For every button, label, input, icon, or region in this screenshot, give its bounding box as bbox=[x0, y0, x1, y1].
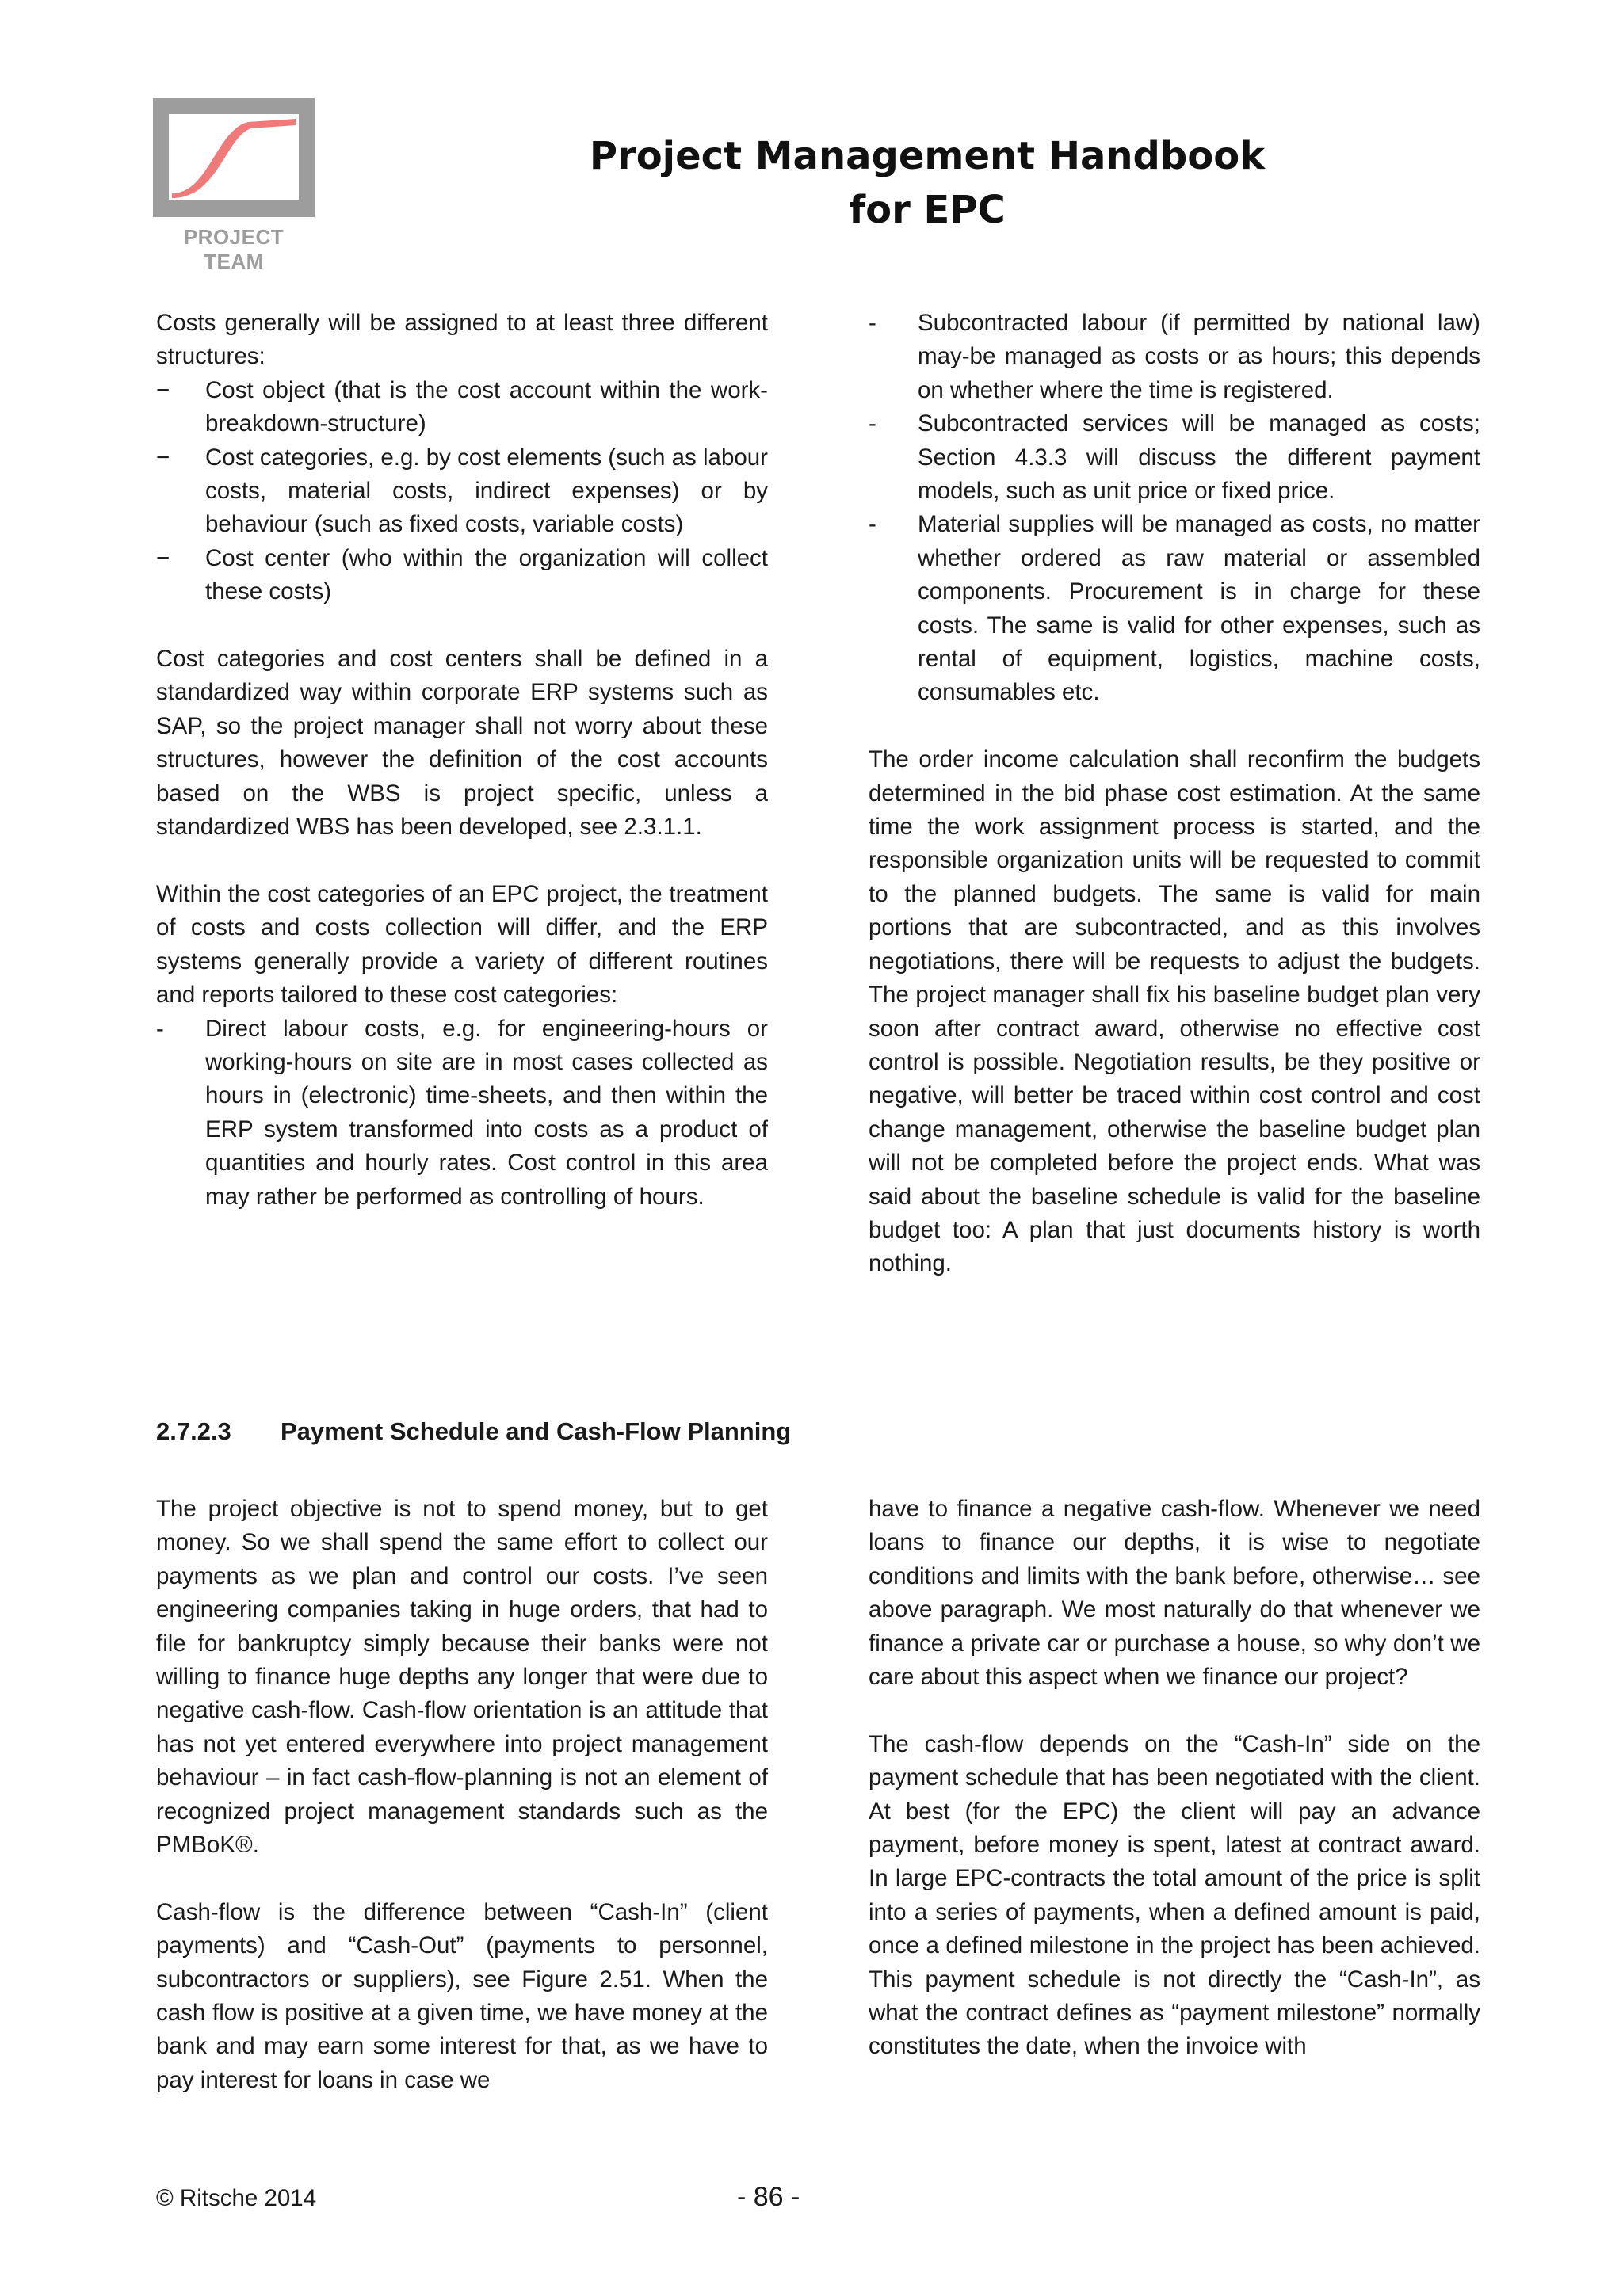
list-item: - Direct labour costs, e.g. for engineering-hours or working-hours on site are in most cases collected as hours in (electronic) time-sheets, and then within the ERP system transformed into costs as a product of quantities and hourly rates. Cost control in this area may rather be performed as controlling of hours. bbox=[156, 1015, 768, 1210]
list-item: − Cost object (that is the cost account within the work-breakdown-structure) bbox=[156, 376, 768, 437]
list-item: - Subcontracted services will be managed as costs; Section 4.3.3 will discuss the different payment models, such as unit price or fixed price. bbox=[869, 410, 1480, 505]
logo-curve-panel bbox=[169, 114, 299, 200]
logo-text: PROJECT TEAM bbox=[183, 225, 285, 273]
copyright: © Ritsche 2014 bbox=[156, 2185, 317, 2211]
paragraph: The cash-flow depends on the “Cash-In” side on the payment schedule that has been negotiated with the client. At best (for the EPC) the client will pay an advance payment, before money is spent, latest at contract award. In large EPC-contracts the total amount of the price is split into a series of payments, when a defined amount is paid, once a defined milestone in the project has been achieved. This payment schedule is not directly the “Cash-In”, as what the contract defines as “payment milestone” normally constitutes the date, when the invoice with bbox=[869, 1730, 1480, 2060]
cost-structure-list bbox=[156, 374, 768, 609]
section-heading bbox=[156, 1414, 791, 1449]
title-line-1: Project Management Handbook bbox=[589, 134, 1266, 178]
title-line-2: for EPC bbox=[849, 188, 1006, 232]
paragraph: Within the cost categories of an EPC project, the treatment of costs and costs collection will differ, and the ERP systems generally provide a variety of different routines and reports tailored to these cost categories: bbox=[156, 880, 768, 1009]
left-column-lower bbox=[156, 1493, 768, 2097]
paragraph: The project objective is not to spend money, but to get money. So we shall spend the same effort to collect our payments as we plan and control our costs. I’ve seen engineering companies taking in huge orders, that had to file for bankruptcy simply because their banks were not willing to finance huge depths any longer that were due to negative cash-flow. Cash-flow orientation is an attitude that has not yet entered everywhere into project management behaviour – in fact cash-flow-planning is not an element of recognized project management standards such as the PMBoK®. bbox=[156, 1496, 768, 1859]
project-team-logo bbox=[153, 98, 315, 274]
list-item: − Cost categories, e.g. by cost elements (such as labour costs, material costs, indirect expenses) or by behaviour (such as fixed costs, variable costs) bbox=[156, 444, 768, 538]
left-column-upper bbox=[156, 307, 768, 1214]
logo-frame bbox=[153, 98, 315, 217]
list-item: - Material supplies will be managed as costs, no matter whether ordered as raw material or assembled components. Procurement is in charge for these costs. The same is valid for other expenses, such as rental of equipment, logistics, machine costs, consumables etc. bbox=[869, 511, 1480, 706]
cost-category-list-continued bbox=[869, 307, 1480, 710]
paragraph: have to finance a negative cash-flow. Whenever we need loans to finance our depths, it is wise to negotiate conditions and limits with the bank before, otherwise… see above paragraph. We most naturally do that whenever we finance a private car or purchase a house, so why don’t we care about this aspect when we finance our project? bbox=[869, 1496, 1480, 1691]
paragraph: Cash-flow is the difference between “Cash-In” (client payments) and “Cash-Out” (payments to personnel, subcontractors or suppliers), see Figure 2.51. When the cash flow is positive at a given time, we have money at the bank and may earn some interest for that, as we have to pay interest for loans in case we bbox=[156, 1898, 768, 2093]
intro-paragraph: Costs generally will be assigned to at least three different structures: bbox=[156, 310, 768, 370]
section-title: Payment Schedule and Cash-Flow Planning bbox=[281, 1417, 792, 1445]
list-item: − Cost center (who within the organization will collect these costs) bbox=[156, 544, 768, 605]
paragraph: The order income calculation shall reconfirm the budgets determined in the bid phase cost estimation. At the same time the work assignment process is started, and the responsible organization units will be requested to commit to the planned budgets. The same is valid for main portions that are subcontracted, and as this involves negotiations, there will be requests to adjust the budgets. The project manager shall fix his baseline budget plan very soon after contract award, otherwise no effective cost control is possible. Negotiation results, be they positive or negative, will better be traced within cost control and cost change management, otherwise the baseline budget plan will not be completed before the project ends. What was said about the baseline schedule is valid for the baseline budget too: A plan that just documents history is worth nothing. bbox=[869, 746, 1480, 1277]
right-column-upper bbox=[869, 307, 1480, 1281]
paragraph: Cost categories and cost centers shall be defined in a standardized way within corporate ERP systems such as SAP, so the project manager shall not worry about these structures, however the definition of the cost accounts based on the WBS is project specific, unless a standardized WBS has been developed, see 2.3.1.1. bbox=[156, 646, 768, 841]
page-number: - 86 - bbox=[737, 2182, 800, 2212]
logo-curve-icon bbox=[169, 114, 299, 200]
section-number: 2.7.2.3 bbox=[156, 1417, 231, 1445]
page-title bbox=[444, 129, 1411, 237]
cost-category-list bbox=[156, 1013, 768, 1214]
right-column-lower bbox=[869, 1493, 1480, 2064]
list-item: - Subcontracted labour (if permitted by national law) may-be managed as costs or as hours; this depends on whether where the time is registered. bbox=[869, 310, 1480, 403]
